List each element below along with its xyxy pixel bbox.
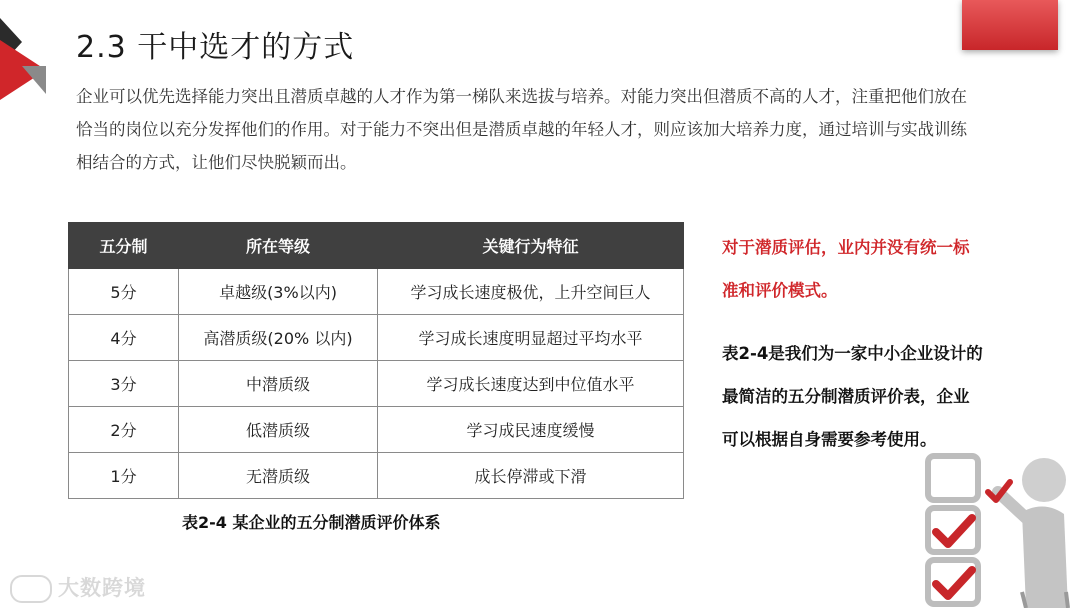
table-row	[69, 315, 684, 361]
table-row	[69, 361, 684, 407]
side-black-line: 可以根据自身需要参考使用。	[722, 430, 937, 449]
cell-behavior: 学习成长速度达到中位值水平	[378, 361, 684, 407]
watermark-text: 大数跨境	[58, 576, 146, 600]
potential-rating-table	[68, 222, 684, 499]
table-row	[69, 453, 684, 499]
side-red-line: 准和评价模式。	[722, 281, 838, 300]
header-behavior: 关键行为特征	[378, 223, 684, 269]
watermark-logo-icon	[10, 575, 52, 603]
decor-triangle-grey	[22, 66, 46, 94]
cell-level: 低潜质级	[179, 407, 378, 453]
intro-line: 相结合的方式，让他们尽快脱颖而出。	[76, 153, 357, 172]
side-note-black	[722, 332, 1022, 461]
cell-score: 1分	[69, 453, 179, 499]
side-note-red	[722, 226, 1022, 312]
cell-score: 3分	[69, 361, 179, 407]
cell-level: 高潜质级(20% 以内)	[179, 315, 378, 361]
decor-red-block	[962, 0, 1058, 50]
cell-behavior: 学习成长速度极优，上升空间巨人	[378, 269, 684, 315]
side-black-line: 最简洁的五分制潜质评价表，企业	[722, 387, 970, 406]
intro-line: 企业可以优先选择能力突出且潜质卓越的人才作为第一梯队来选拔与培养。对能力突出但潜质不高的人才，注重把他们放在	[76, 87, 967, 106]
table-row	[69, 407, 684, 453]
side-black-line: 表2-4是我们为一家中小企业设计的	[722, 344, 983, 363]
header-level: 所在等级	[179, 223, 378, 269]
checklist-figure-icon	[918, 452, 1080, 608]
side-red-line: 对于潜质评估，业内并没有统一标	[722, 238, 970, 257]
cell-behavior: 学习成长速度明显超过平均水平	[378, 315, 684, 361]
watermark	[10, 572, 146, 603]
cell-score: 4分	[69, 315, 179, 361]
intro-paragraph	[76, 80, 1056, 179]
cell-level: 无潜质级	[179, 453, 378, 499]
cell-score: 2分	[69, 407, 179, 453]
cell-level: 中潜质级	[179, 361, 378, 407]
cell-behavior: 成长停滞或下滑	[378, 453, 684, 499]
intro-line: 恰当的岗位以充分发挥他们的作用。对于能力不突出但是潜质卓越的年轻人才，则应该加大培养力度，通过培训与实战训练	[76, 120, 967, 139]
table-row	[69, 269, 684, 315]
header-score: 五分制	[69, 223, 179, 269]
cell-score: 5分	[69, 269, 179, 315]
page-title: 2.3 干中选才的方式	[76, 30, 355, 65]
cell-behavior: 学习成民速度缓慢	[378, 407, 684, 453]
table-header-row	[69, 223, 684, 269]
cell-level: 卓越级(3%以内)	[179, 269, 378, 315]
table-caption: 表2-4 某企业的五分制潜质评价体系	[182, 513, 441, 532]
